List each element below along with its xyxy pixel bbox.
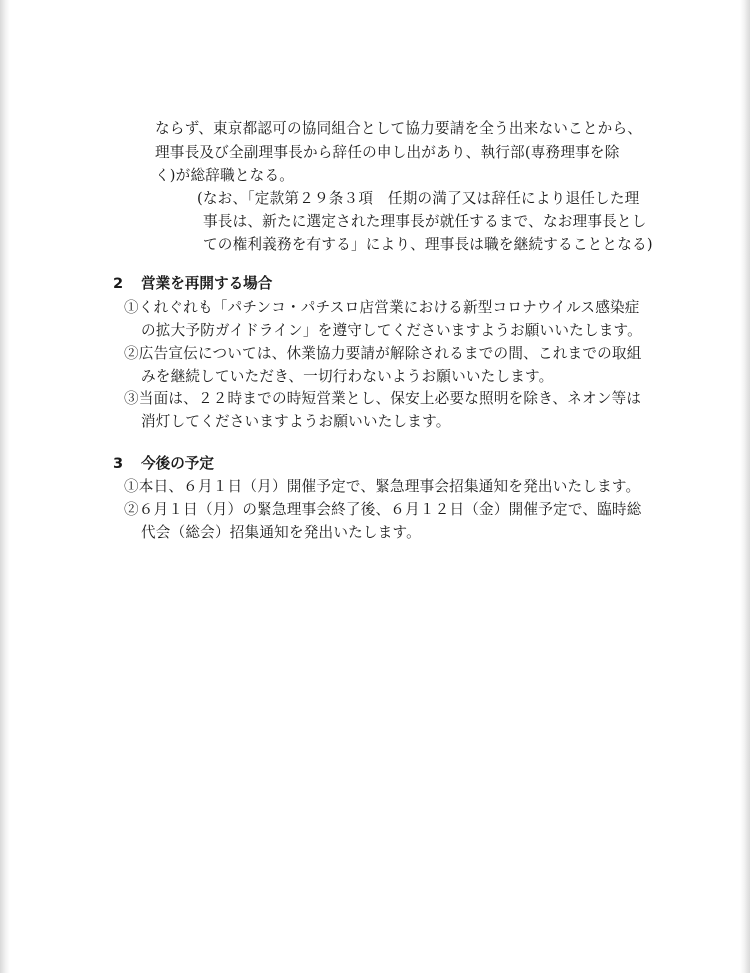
section-3-number: 3 — [113, 455, 124, 472]
section-3-title: 今後の予定 — [141, 455, 214, 472]
section-2-item-3-line-2: 消灯してくださいますようお願いいたします。 — [141, 413, 451, 430]
section-2-item-2-line-1: ②広告宣伝については、休業協力要請が解除されるまでの間、これまでの取組 — [124, 345, 642, 362]
section-2-item-3-line-1: ③当面は、２２時までの時短営業とし、保安上必要な照明を除き、ネオン等は — [124, 390, 642, 407]
section-3-item-1-line-1: ①本日、６月１日（月）開催予定で、緊急理事会招集通知を発出いたします。 — [124, 478, 641, 495]
page-edge-right — [740, 0, 750, 973]
intro-line-2: 理事長及び全副理事長から辞任の申し出があり、執行部(専務理事を除 — [155, 144, 620, 161]
section-2-title: 営業を再開する場合 — [141, 275, 273, 292]
section-3-item-2-line-2: 代会（総会）招集通知を発出いたします。 — [141, 524, 421, 541]
section-2-item-1-line-1: ①くれぐれも「パチンコ・パチスロ店営業における新型コロナウイルス感染症 — [124, 299, 640, 316]
note-line-3: ての権利義務を有する」により、理事長は職を継続することとなる) — [203, 236, 653, 253]
section-3-item-2-line-1: ②６月１日（月）の緊急理事会終了後、６月１２日（金）開催予定で、臨時総 — [124, 501, 642, 518]
intro-line-3: く)が総辞職となる。 — [155, 167, 295, 184]
section-2-heading — [113, 274, 272, 294]
note-line-2: 事長は、新たに選定された理事長が就任するまで、なお理事長とし — [203, 213, 647, 230]
section-2-item-2-line-2: みを継続していただき、一切行わないようお願いいたします。 — [141, 368, 554, 385]
intro-line-1: ならず、東京都認可の協同組合として協力要請を全う出来ないことから、 — [155, 120, 643, 137]
section-2-item-1-line-2: の拡大予防ガイドライン」を遵守してくださいますようお願いいたします。 — [141, 322, 642, 339]
note-line-1: (なお、「定款第２９条３項 任期の満了又は辞任により退任した理 — [197, 190, 640, 207]
page-edge-left — [0, 0, 10, 973]
section-3-heading — [113, 454, 214, 474]
section-2-number: 2 — [113, 275, 124, 292]
